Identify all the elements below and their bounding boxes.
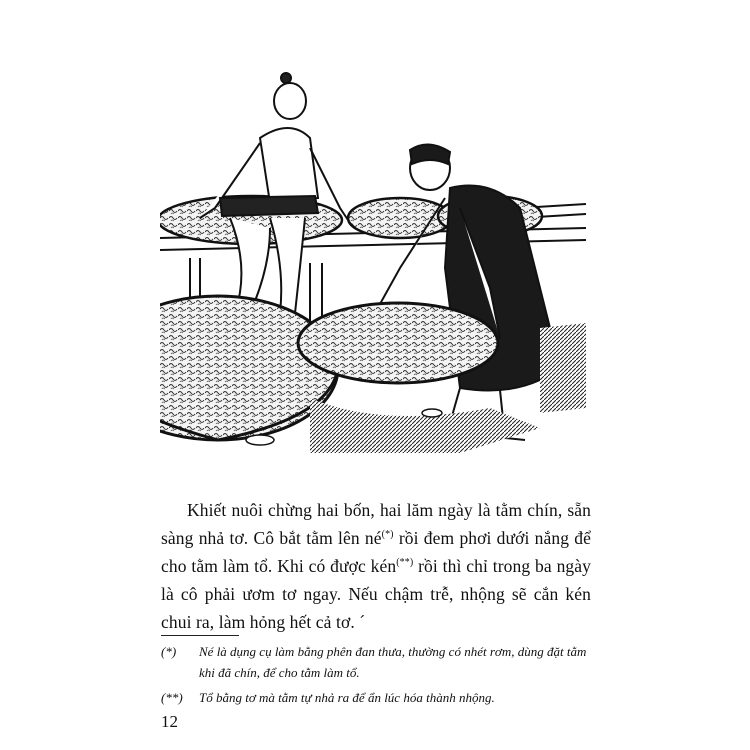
footnote-2-mark: (**) <box>161 690 183 705</box>
line-drawing <box>160 68 586 453</box>
footnote-divider <box>161 635 239 636</box>
page-number: 12 <box>161 712 178 731</box>
footnote-ref-2[interactable]: (**) <box>396 557 414 568</box>
paragraph-text-1: Khiết nuôi chừng hai bốn, hai lăm ngày là tằm chín, sẵn sàng nhả tơ. Cô bắt tằm lên né <box>161 500 591 548</box>
footnote-2-text: Tổ bằng tơ mà tằm tự nhả ra để ẩn lúc hóa thành nhộng. <box>199 690 495 705</box>
paragraph-text-2: rồi đem phơi dưới nắng để cho tằm làm tổ. Khi có được kén <box>161 528 592 576</box>
body-paragraph <box>161 496 591 636</box>
footnote-1-text: Né là dụng cụ làm bằng phên đan thưa, thường có nhét rơm, dùng đặt tằm khi đã chín, để cho tằm làm tổ. <box>199 644 587 680</box>
footnote-ref-1[interactable]: (*) <box>381 529 394 540</box>
footnote-2 <box>161 687 591 708</box>
footnote-1-mark: (*) <box>161 644 177 659</box>
paragraph-text-3: rồi thì chỉ trong ba ngày là cô phải ươm tơ ngay. Nếu chậm trễ, nhộng sẽ cắn kén chui ra, làm hỏng hết cả tơ. ´ <box>161 556 591 632</box>
illustration-silkworm-drying <box>160 68 586 453</box>
footnote-1 <box>161 641 591 683</box>
